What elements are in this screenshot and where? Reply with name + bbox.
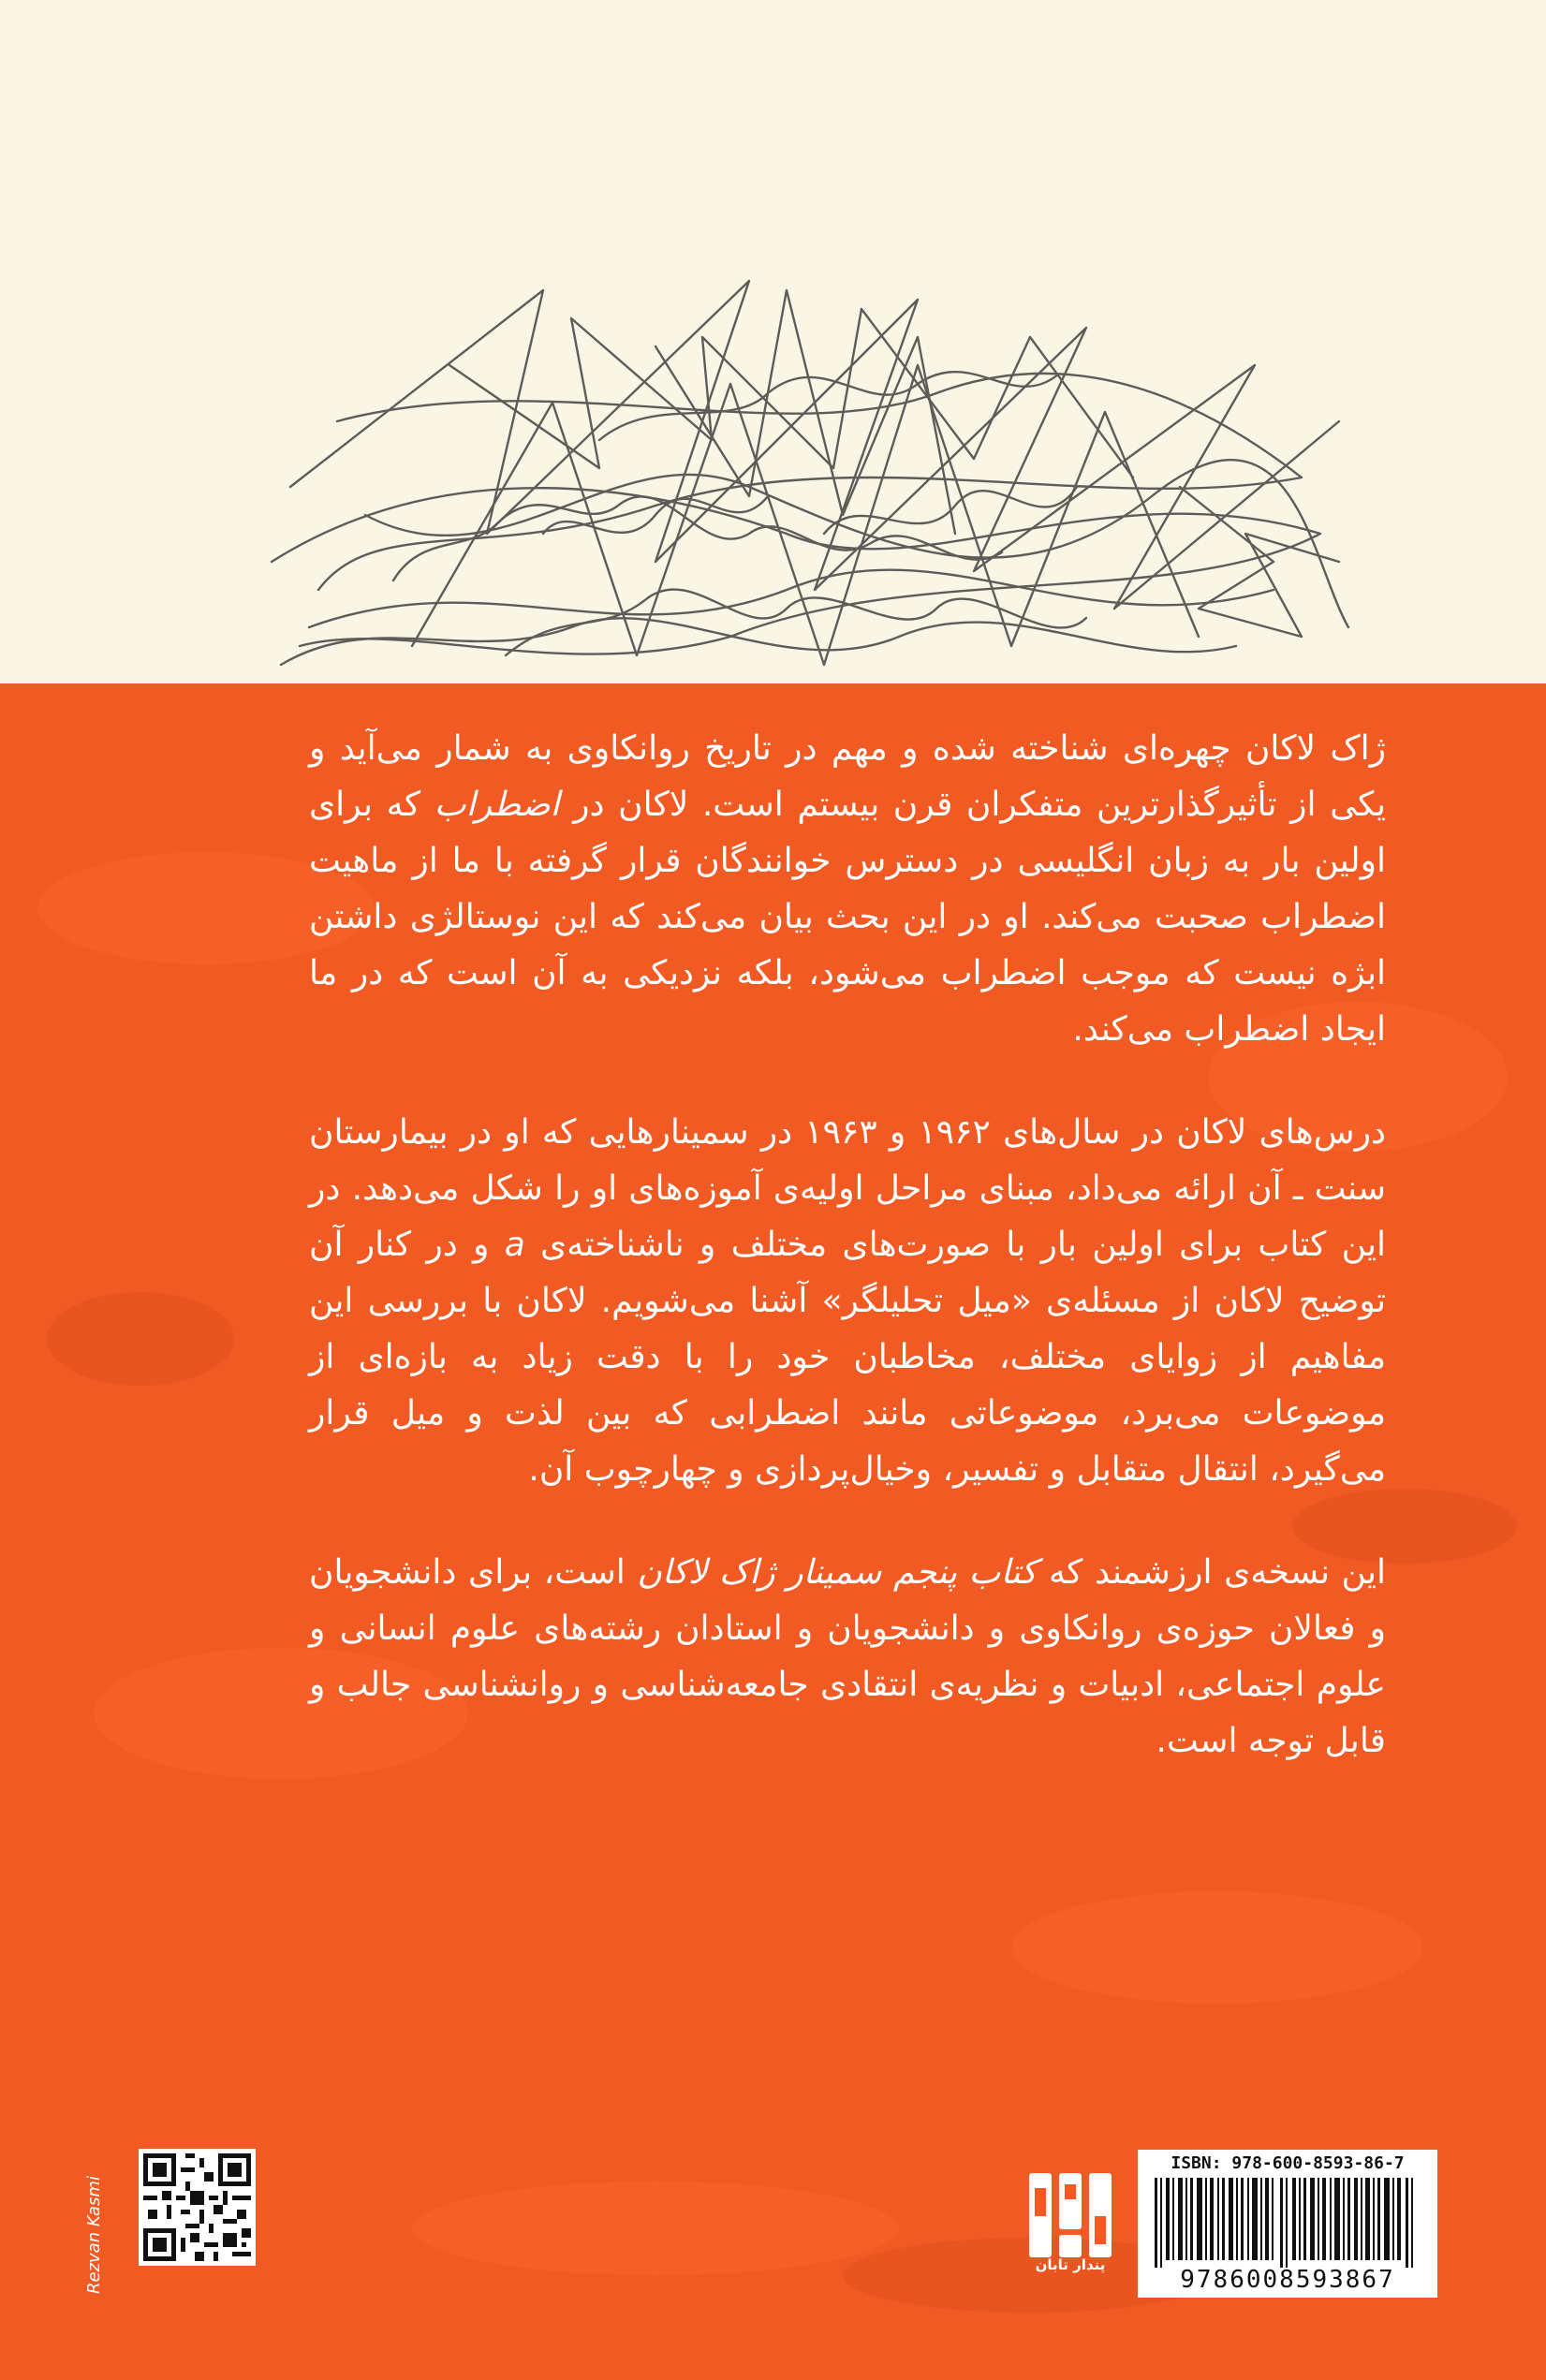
qr-code-icon: [139, 2149, 256, 2266]
blurb-paragraph-1: ژاک لاکان چهره‌ای شناخته شده و مهم در تاریخ روانکاوی به شمار می‌آید و یکی از تأثیرگذارترین متفکران قرن بیستم است. لاکان در اضطراب که برای اولین بار به زبان انگلیسی در دسترس خوانندگان قرار گرفته با ما از ماهیت اضطراب صحبت می‌کند. او در این بحث بیان می‌کند که این نوستالژی داشتن ابژه نیست که موجب اضطراب می‌شود، بلکه نزدیکی به آن است که در ما ایجاد اضطراب می‌کند.: [309, 729, 1386, 1049]
scribble-illustration: [262, 253, 1367, 683]
seminar-title-italic: کتاب پنجم سمینار ژاک لاکان: [637, 1553, 1038, 1592]
cover-top-band: [0, 0, 1546, 683]
isbn-text: ISBN: 978-600-8593-86-7: [1171, 2153, 1405, 2173]
barcode-number: 9786008593867: [1180, 2266, 1395, 2294]
barcode-bars: [1147, 2178, 1428, 2268]
blurb-paragraph-2: درس‌های لاکان در سال‌های ۱۹۶۲ و ۱۹۶۳ در سمینارهایی که او در بیمارستان سنت ـ آن ارائه می‌داد، مبنای مراحل اولیه‌ی آموزه‌های او را شکل می‌دهد. در این کتاب برای اولین بار با صورت‌های مختلف و ناشناخته‌ی a و در کنار آن توضیح لاکان از مسئله‌ی «میل تحلیلگر» آشنا می‌شویم. لاکان با بررسی این مفاهیم از زوایای مختلف، مخاطبان خود را با دقت زیاد به بازه‌ای از موضوعات می‌برد، موضوعاتی مانند اضطرابی که بین لذت و میل قرار می‌گیرد، انتقال متقابل و تفسیر، وخیال‌پردازی و چهارچوب آن.: [309, 1113, 1387, 1489]
blurb-paragraph-3: این نسخه‌ی ارزشمند که کتاب پنجم سمینار ژاک لاکان است، برای دانشجویان و فعالان حوزه‌ی روانکاوی و دانشجویان و استادان رشته‌های علوم انسانی و علوم اجتماعی، ادبیات و نظریه‌ی انتقادی جامعه‌شناسی و روانشناسی جالب و قابل توجه است.: [309, 1553, 1386, 1760]
book-title-italic: اضطراب: [434, 786, 560, 824]
back-cover-blurb: [309, 721, 1386, 1816]
designer-credit: Rezvan Kasmi: [84, 2176, 104, 2294]
object-a-symbol: a: [504, 1226, 525, 1264]
barcode-label: [1138, 2150, 1437, 2298]
publisher-name: پندار تابان: [1035, 2256, 1106, 2273]
publisher-logo-icon: [1025, 2146, 1115, 2296]
